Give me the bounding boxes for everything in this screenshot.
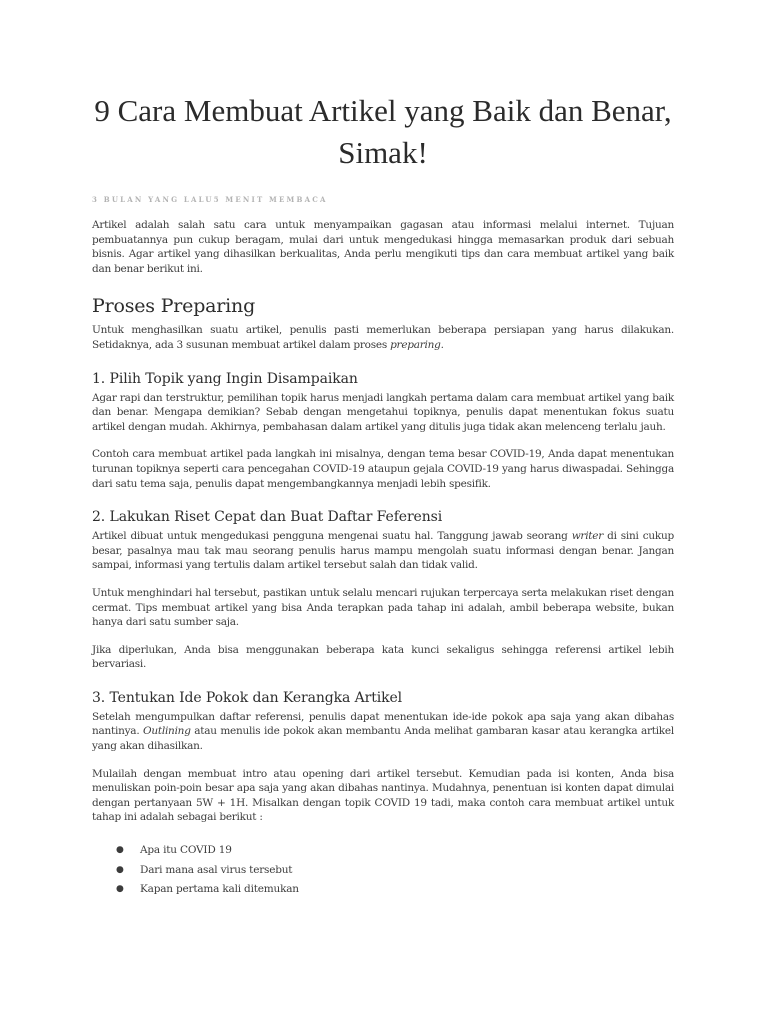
- list-item: [116, 882, 674, 897]
- step1-heading: 1. Pilih Topik yang Ingin Disampaikan: [92, 370, 358, 387]
- preparing-text-end: .: [440, 338, 444, 351]
- article-meta: 3 BULAN YANG LALU5 MENIT MEMBACA: [92, 195, 328, 204]
- step3-p1-text: Setelah mengumpulkan daftar referensi, penulis dapat menentukan ide-ide pokok apa saja yang akan dibahas nantinya.: [92, 710, 674, 738]
- step2-p1-emphasis: writer: [571, 530, 604, 543]
- step3-heading: 3. Tentukan Ide Pokok dan Kerangka Artikel: [92, 689, 403, 706]
- preparing-paragraph: [92, 323, 674, 352]
- list-item-text: Dari mana asal virus tersebut: [140, 863, 293, 876]
- bullet-dot-icon: ●: [116, 884, 124, 895]
- list-item: [116, 843, 674, 858]
- list-item-text: Kapan pertama kali ditemukan: [140, 883, 299, 896]
- list-item: [116, 863, 674, 878]
- article-title: 9 Cara Membuat Artikel yang Baik dan Benar, Simak!: [94, 93, 672, 170]
- step3-paragraph-1: [92, 710, 674, 754]
- preparing-text: Untuk menghasilkan suatu artikel, penulis pasti memerlukan beberapa persiapan yang harus dilakukan. Setidaknya, ada 3 susunan membuat artikel dalam proses: [92, 324, 674, 351]
- bullet-dot-icon: ●: [116, 845, 124, 856]
- step1-paragraph-2: Contoh cara membuat artikel pada langkah ini misalnya, dengan tema besar COVID-19, Anda dapat menentukan turunan topiknya seperti cara pencegahan COVID-19 ataupun gejala COVID-19 yang harus diwaspadai. Sehingga dari satu tema saja, penulis dapat mengembangkannya menjadi lebih spesifik.: [92, 448, 674, 490]
- bullet-dot-icon: ●: [116, 864, 124, 875]
- step2-paragraph-3: Jika diperlukan, Anda bisa menggunakan beberapa kata kunci sekaligus sehingga referensi artikel lebih bervariasi.: [92, 643, 674, 671]
- step2-heading: 2. Lakukan Riset Cepat dan Buat Daftar Feferensi: [92, 509, 443, 526]
- step3-p1-text-end: atau menulis ide pokok akan membantu Anda melihat gambaran kasar atau kerangka artikel yang akan dihasilkan.: [92, 725, 674, 753]
- article-page: [92, 84, 674, 902]
- step2-paragraph-2: Untuk menghindari hal tersebut, pastikan untuk selalu mencari rujukan terpercaya serta melakukan riset dengan cermat. Tips membuat artikel yang bisa Anda terapkan pada tahap ini adalah, ambil beberapa website, bukan hanya dari satu sumber saja.: [92, 586, 674, 629]
- step2-paragraph-1: [92, 529, 674, 573]
- step2-p1-text-end: di sini cukup besar, pasalnya mau tak mau seorang penulis harus mampu mengolah suatu informasi dengan benar. Jangan sampai, informasi yang tertulis dalam artikel tersebut salah dan tidak valid.: [92, 530, 674, 572]
- step3-p1-emphasis: Outlining: [143, 725, 191, 738]
- section-heading-preparing: Proses Preparing: [92, 295, 256, 318]
- intro-paragraph: Artikel adalah salah satu cara untuk menyampaikan gagasan atau informasi melalui internet. Tujuan pembuatannya pun cukup beragam, mulai dari untuk mengedukasi hingga memasarkan produk dari sebuah bisnis. Agar artikel yang dihasilkan berkualitas, Anda perlu mengikuti tips dan cara membuat artikel yang baik dan benar berikut ini.: [92, 219, 674, 275]
- step3-paragraph-2: Mulailah dengan membuat intro atau opening dari artikel tersebut. Kemudian pada isi konten, Anda bisa menuliskan poin-poin besar apa saja yang akan dibahas nantinya. Mudahnya, penentuan isi konten dapat dimulai dengan pertanyaan 5W + 1H. Misalkan dengan topik COVID 19 tadi, maka contoh cara membuat artikel untuk tahap ini adalah sebagai berikut :: [92, 767, 674, 824]
- preparing-emphasis: preparing: [390, 338, 441, 351]
- step3-bullet-list: [92, 843, 674, 897]
- step1-paragraph-1: Agar rapi dan terstruktur, pemilihan topik harus menjadi langkah pertama dalam cara membuat artikel yang baik dan benar. Mengapa demikian? Sebab dengan mengetahui topiknya, penulis dapat menentukan fokus suatu artikel dengan mudah. Akhirnya, pembahasan dalam artikel yang ditulis juga tidak akan melenceng terlalu jauh.: [92, 391, 674, 433]
- step2-p1-text: Artikel dibuat untuk mengedukasi pengguna mengenai suatu hal. Tanggung jawab seorang: [92, 530, 572, 543]
- list-item-text: Apa itu COVID 19: [140, 844, 232, 857]
